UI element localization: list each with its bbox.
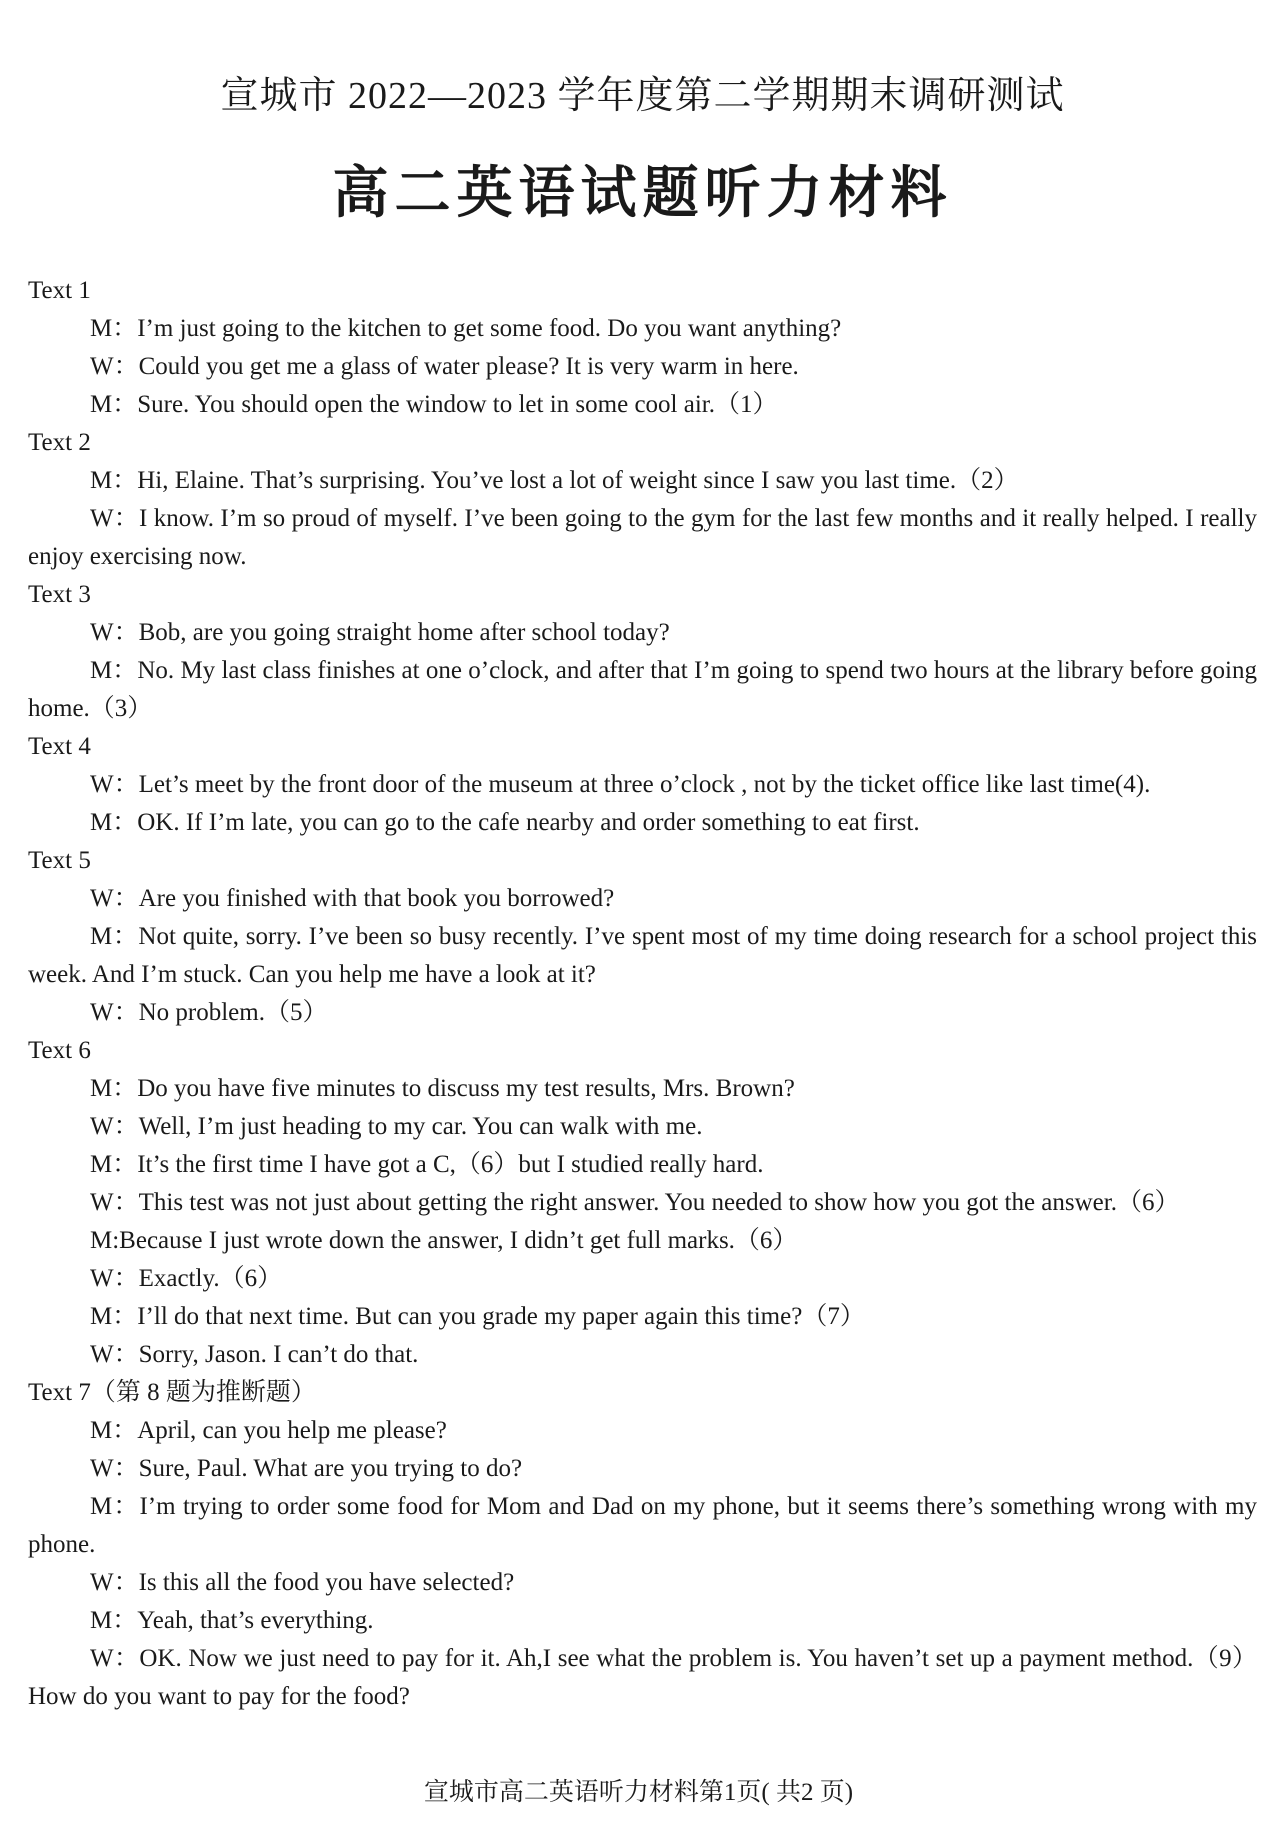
- dialogue-line: M：Yeah, that’s everything.: [90, 1607, 374, 1634]
- dialogue-line: W：OK. Now we just need to pay for it. Ah,I see what the problem is. You haven’t set up a payment method.（9）How do you want to pay for the food?: [28, 1645, 1257, 1710]
- dialogue-line: M：Hi, Elaine. That’s surprising. You’ve lost a lot of weight since I saw you last time.（2）: [90, 467, 1019, 494]
- dialogue-line: M：I’m just going to the kitchen to get some food. Do you want anything?: [90, 315, 842, 342]
- dialogue-line: M：I’m trying to order some food for Mom and Dad on my phone, but it seems there’s something wrong with my phone.: [28, 1493, 1257, 1558]
- section-label: Text 1: [28, 277, 91, 304]
- section-label: Text 6: [28, 1037, 91, 1064]
- dialogue-line: W：Is this all the food you have selected?: [90, 1569, 515, 1596]
- dialogue-line: W：Exactly.（6）: [90, 1265, 283, 1292]
- dialogue-line: M:Because I just wrote down the answer, I didn’t get full marks.（6）: [90, 1227, 798, 1254]
- dialogue-line: W：This test was not just about getting the right answer. You needed to show how you got the answer.（6）: [90, 1189, 1180, 1216]
- dialogue-line: W：Sure, Paul. What are you trying to do?: [90, 1455, 523, 1482]
- dialogue-line: M：I’ll do that next time. But can you grade my paper again this time?（7）: [90, 1303, 865, 1330]
- dialogue-line: W：Are you finished with that book you borrowed?: [90, 885, 615, 912]
- dialogue-line: W：Well, I’m just heading to my car. You can walk with me.: [90, 1113, 703, 1140]
- transcript-body: [28, 272, 1257, 1716]
- document-subtitle: 高二英语试题听力材料: [332, 163, 953, 225]
- dialogue-line: W：Could you get me a glass of water please? It is very warm in here.: [90, 353, 799, 380]
- document-header: [28, 0, 1257, 224]
- dialogue-line: M：No. My last class finishes at one o’clock, and after that I’m going to spend two hours at the library before going home.（3）: [28, 657, 1257, 722]
- dialogue-line: M：OK. If I’m late, you can go to the cafe nearby and order something to eat first.: [90, 809, 920, 836]
- section-label: Text 5: [28, 847, 91, 874]
- dialogue-line: M：It’s the first time I have got a C,（6）but I studied really hard.: [90, 1151, 764, 1178]
- dialogue-line: M：April, can you help me please?: [90, 1417, 447, 1444]
- dialogue-line: W：I know. I’m so proud of myself. I’ve been going to the gym for the last few months and it really helped. I really enjoy exercising now.: [28, 505, 1257, 570]
- section-label: Text 7（第 8 题为推断题）: [28, 1379, 316, 1406]
- dialogue-line: W：Bob, are you going straight home after school today?: [90, 619, 670, 646]
- page-footer: 宣城市高二英语听力材料第1页( 共2 页): [423, 1779, 854, 1806]
- text-section: [28, 576, 1257, 728]
- dialogue-line: M：Do you have five minutes to discuss my test results, Mrs. Brown?: [90, 1075, 795, 1102]
- text-section: [28, 1374, 1257, 1716]
- dialogue-line: W：No problem.（5）: [90, 999, 328, 1026]
- text-section: [28, 728, 1257, 842]
- dialogue-line: M：Sure. You should open the window to let in some cool air.（1）: [90, 391, 778, 418]
- dialogue-line: W：Let’s meet by the front door of the museum at three o’clock , not by the ticket office like last time(4).: [90, 771, 1151, 798]
- section-label: Text 3: [28, 581, 91, 608]
- text-section: [28, 272, 1257, 424]
- text-section: [28, 424, 1257, 576]
- exam-title: 宣城市 2022—2023 学年度第二学期期末调研测试: [220, 75, 1065, 117]
- dialogue-line: W：Sorry, Jason. I can’t do that.: [90, 1341, 419, 1368]
- text-section: [28, 1032, 1257, 1374]
- dialogue-line: M：Not quite, sorry. I’ve been so busy recently. I’ve spent most of my time doing research for a school project this week. And I’m stuck. Can you help me have a look at it?: [28, 923, 1257, 988]
- section-label: Text 4: [28, 733, 91, 760]
- section-label: Text 2: [28, 429, 91, 456]
- text-section: [28, 842, 1257, 1032]
